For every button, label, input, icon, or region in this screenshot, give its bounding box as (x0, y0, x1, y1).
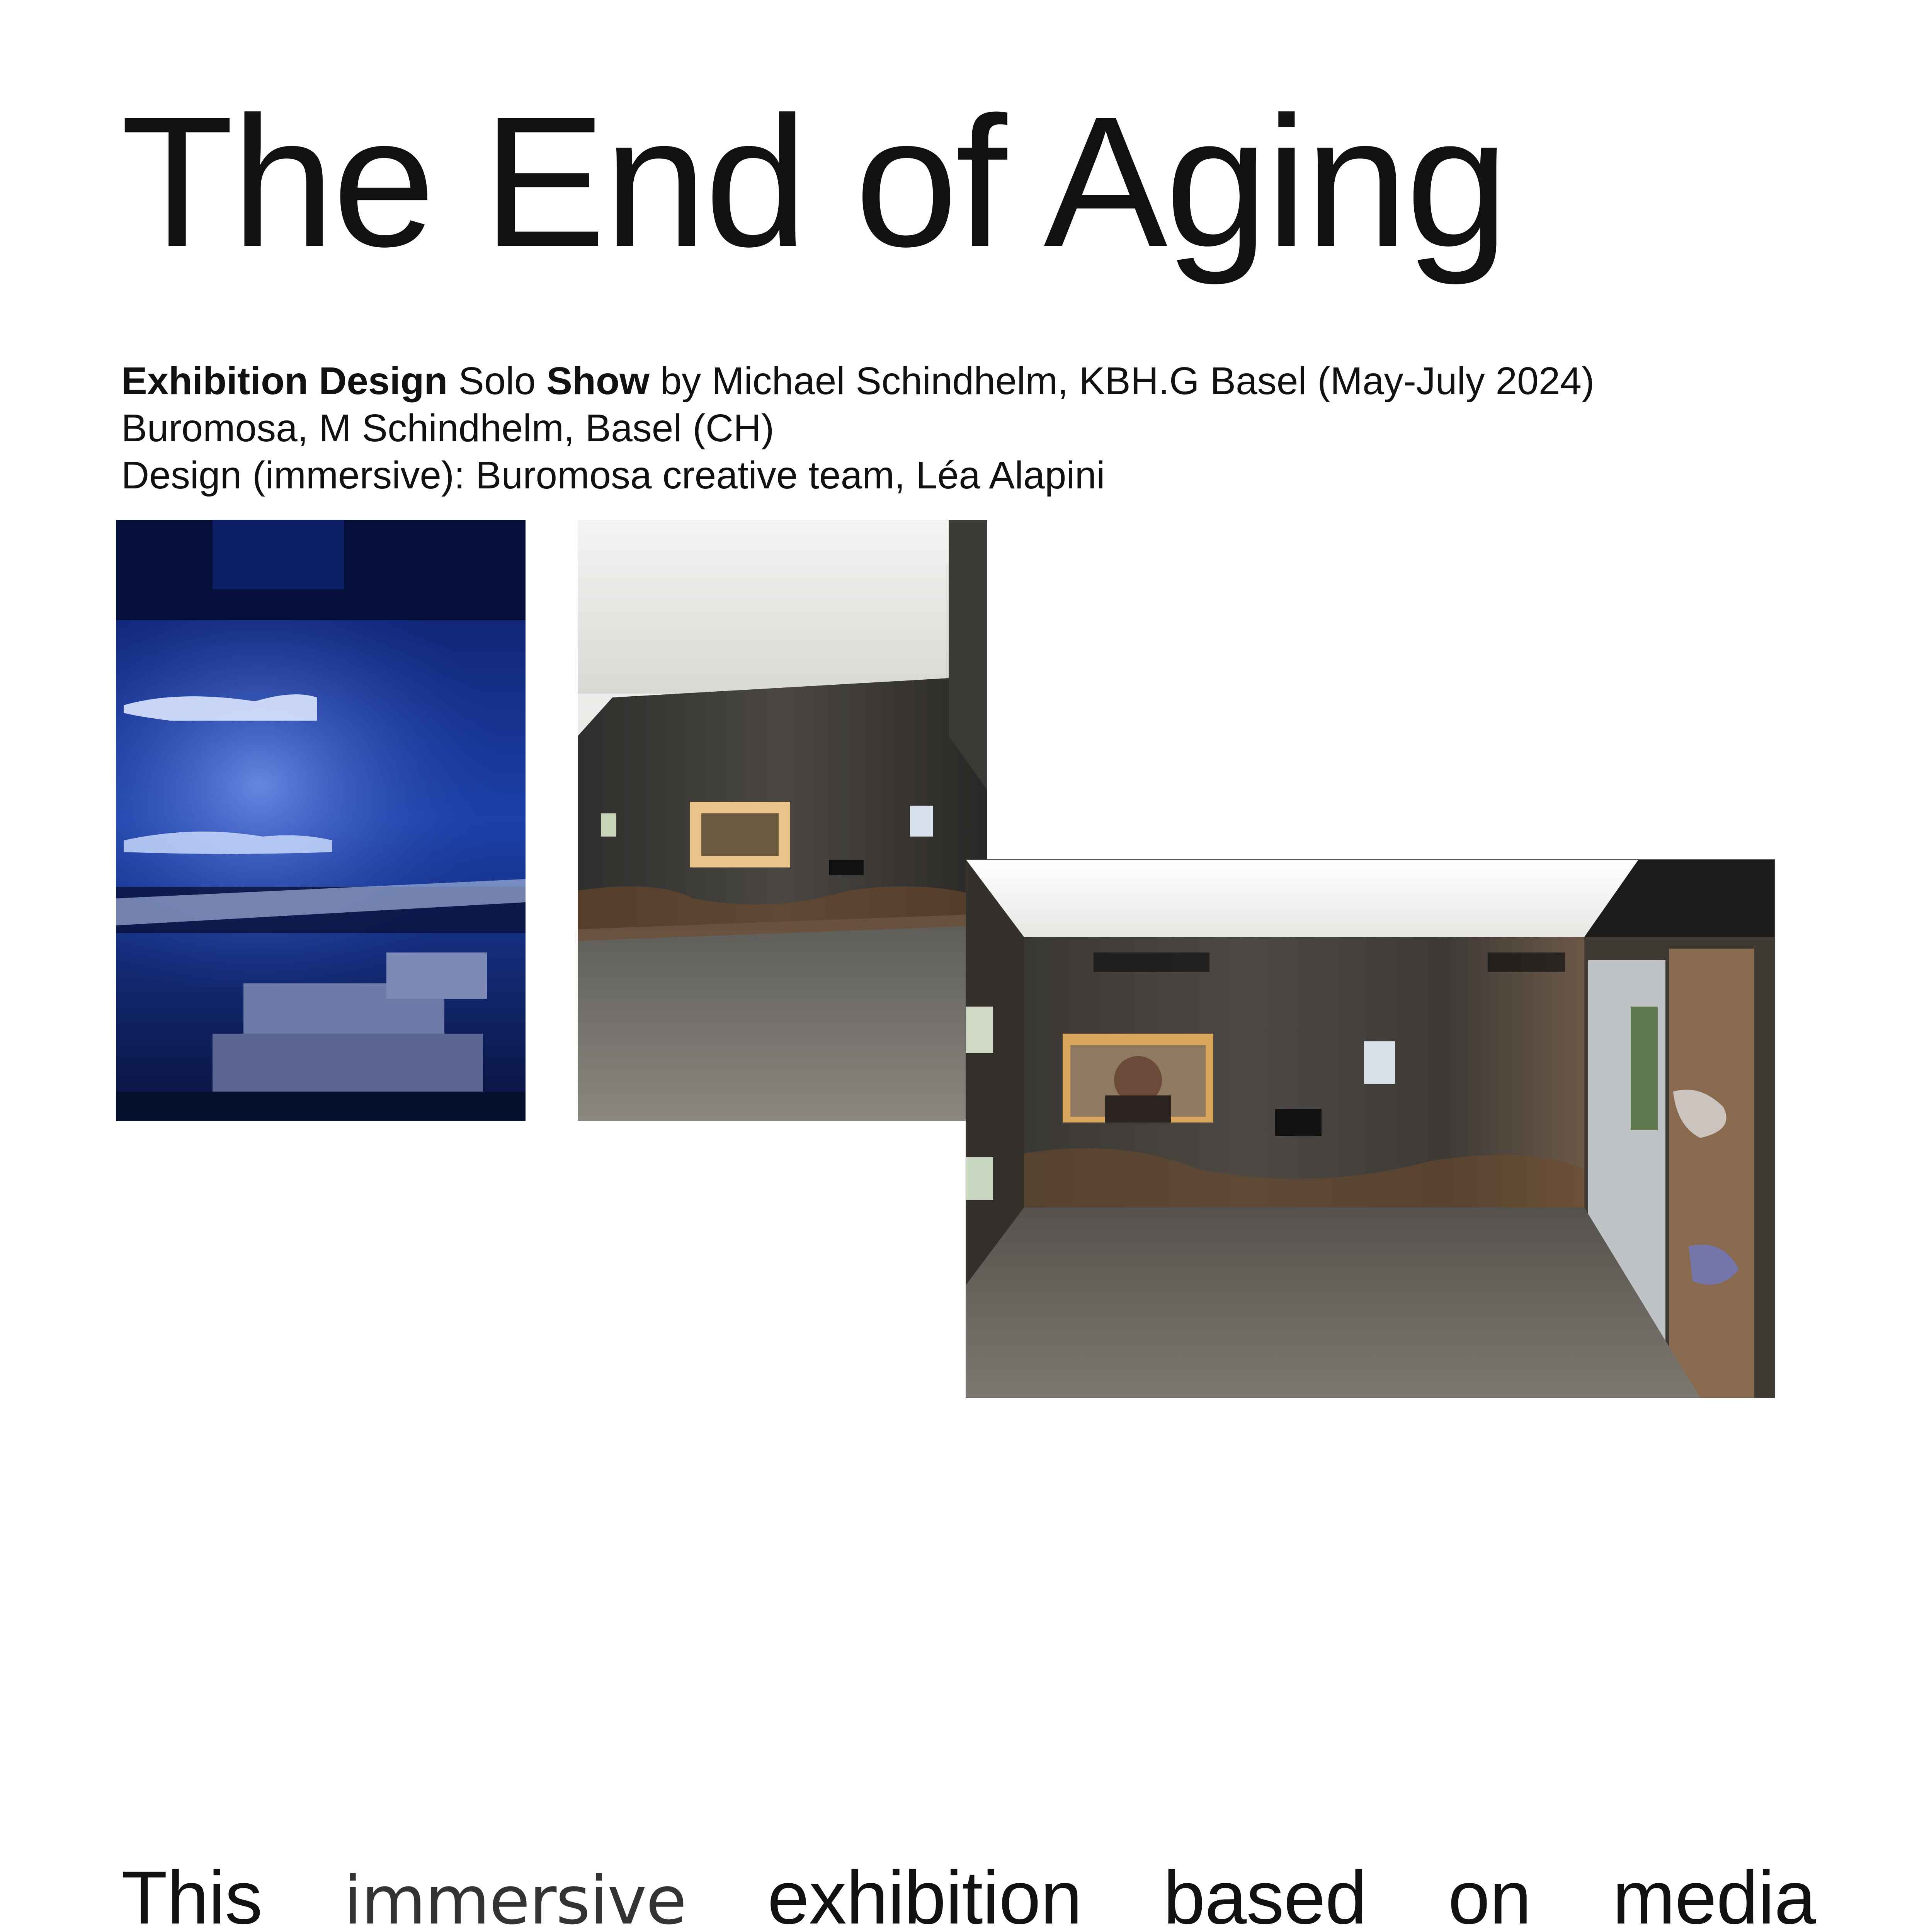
credits-line-2: Buromosa, M Schindhelm, Basel (CH) (121, 406, 774, 450)
description-line-1 (121, 1855, 1816, 1932)
credits-bold-exhibition-design: Exhibition Design (121, 359, 448, 403)
credits-text-solo: Solo (447, 359, 547, 403)
gallery-room-video-screen-image (966, 860, 1774, 1398)
blue-projection-installation-image (116, 520, 526, 1121)
blue-projection-installation-photo (116, 520, 526, 1121)
credits-line-3: Design (immersive): Buromosa creative team, Léa Alapini (121, 454, 1105, 497)
description-line-1-end: exhibition based on media (767, 1855, 1816, 1932)
gallery-room-overview-image (578, 520, 987, 1121)
page-title: The End of Aging (121, 78, 1507, 285)
credits-line-1 (121, 357, 1783, 405)
project-credits (121, 357, 1783, 499)
description-line-1-start: This (121, 1855, 344, 1932)
gallery-room-overview-photo (578, 520, 987, 1121)
credits-bold-show: Show (546, 359, 650, 403)
exhibition-description (121, 1855, 1816, 1932)
description-word-immersive: immersive (343, 1862, 686, 1932)
credits-text-artist-venue: by Michael Schindhelm, KBH.G Basel (May-July 2024) (649, 359, 1595, 403)
gallery-room-video-screen-photo (966, 860, 1774, 1398)
